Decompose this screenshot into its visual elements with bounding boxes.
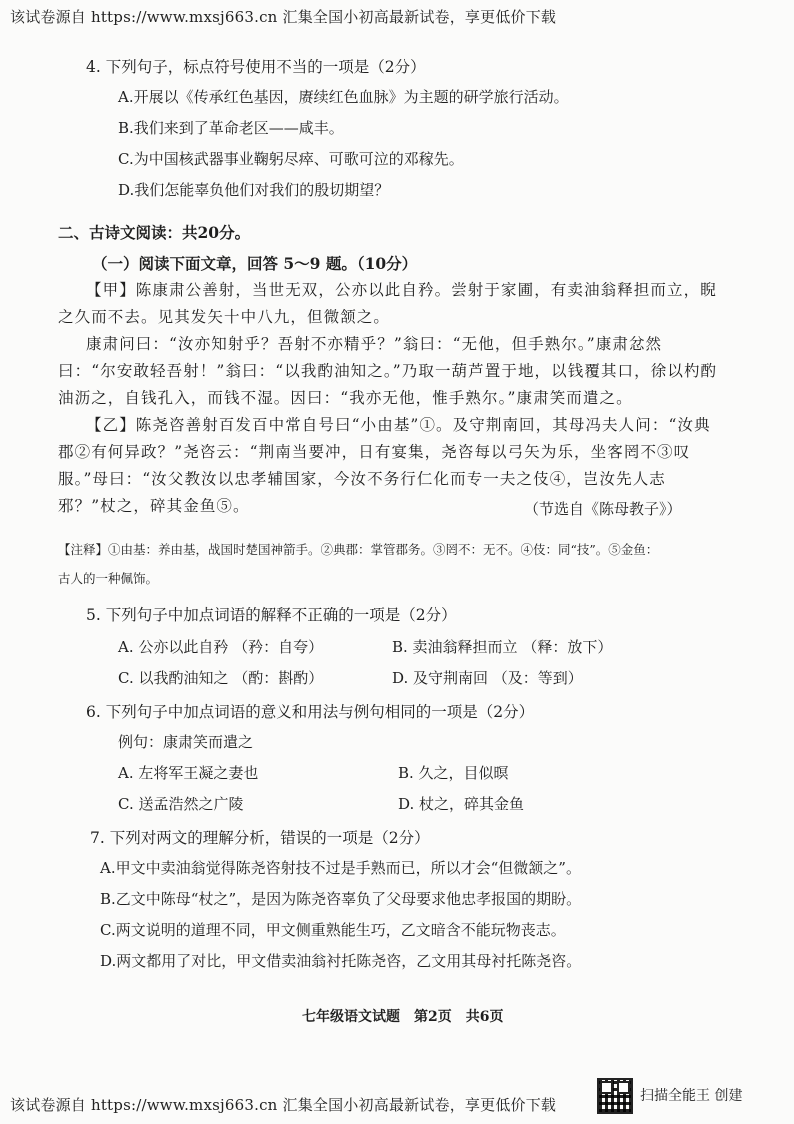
qr-code-icon xyxy=(597,1078,633,1114)
q7-stem: 7. 下列对两文的理解分析，错误的一项是（2分） xyxy=(90,829,430,847)
passage-yi-p1: 【乙】陈尧咨善射百发百中常自号曰“小由基”①。及守荆南回，其母冯夫人问：“汝典郡②有何异政？”尧咨云：“荆南当要冲，日有宴集，尧咨每以弓矢为乐，坐客罔不③叹服。”母曰：“汝父教汝以忠孝辅国家，今汝不务行仁化而专一夫之伎④，岂汝先人志邪？”杖之，碎其金鱼⑤。 xyxy=(58,416,711,515)
q5-stem: 5. 下列句子中加点词语的解释不正确的一项是（2分） xyxy=(86,606,457,624)
page-number: 七年级语文试题 第2页 共6页 xyxy=(302,1009,504,1025)
section-2-subtitle: （一）阅读下面文章，回答 5～9 题。（10分） xyxy=(92,254,418,273)
scanner-credit-label: 扫描全能王 创建 xyxy=(640,1088,743,1104)
q5-option-b: B. 卖油翁释担而立 （释：放下） xyxy=(392,638,613,656)
passage-source: （节选自《陈母教子》） xyxy=(524,500,682,518)
q6-option-c: C. 送孟浩然之广陵 xyxy=(118,795,244,813)
q7-option-b: B.乙文中陈母“杖之”，是因为陈尧咨辜负了父母要求他忠孝报国的期盼。 xyxy=(100,890,582,908)
q6-option-a: A. 左将军王凝之妻也 xyxy=(118,764,259,782)
q7-option-c: C.两文说明的道理不同，甲文侧重熟能生巧，乙文暗含不能玩物丧志。 xyxy=(100,921,566,939)
q5-option-d: D. 及守荆南回 （及：等到） xyxy=(392,669,583,687)
passage-jia-p1: 【甲】陈康肃公善射，当世无双，公亦以此自矜。尝射于家圃，有卖油翁释担而立，睨之久而不去。见其发矢十中八九，但微颔之。 xyxy=(58,281,717,326)
q4-option-b: B.我们来到了革命老区——咸丰。 xyxy=(118,119,344,137)
q7-option-a: A.甲文中卖油翁觉得陈尧咨射技不过是手熟而已，所以才会“但微颔之”。 xyxy=(100,859,581,877)
annotation-line-1: 【注释】①由基：养由基，战国时楚国神箭手。②典郡：掌管郡务。③罔不：无不。④伎：同“技”。⑤金鱼： xyxy=(58,542,659,557)
passage-jia-p2: 康肃问曰：“汝亦知射乎？吾射不亦精乎？”翁曰：“无他，但手熟尔。”康肃忿然曰：“尔安敢轻吾射！”翁曰：“以我酌油知之。”乃取一葫芦置于地，以钱覆其口，徐以杓酌油沥之，自钱孔入，而钱不湿。因曰：“我亦无他，惟手熟尔。”康肃笑而遣之。 xyxy=(58,335,718,407)
section-2-title: 二、古诗文阅读：共20分。 xyxy=(58,223,251,242)
q5-option-a: A. 公亦以此自矜 （矜：自夸） xyxy=(118,638,324,656)
watermark-top: 该试卷源自 https://www.mxsj663.cn 汇集全国小初高最新试卷，享更低价下载 xyxy=(10,8,557,26)
scanner-credit xyxy=(640,1085,742,1105)
q4-option-a: A.开展以《传承红色基因，赓续红色血脉》为主题的研学旅行活动。 xyxy=(118,88,569,106)
q4-stem: 4. 下列句子，标点符号使用不当的一项是（2分） xyxy=(86,58,426,76)
q7-option-d: D.两文都用了对比，甲文借卖油翁衬托陈尧咨，乙文用其母衬托陈尧咨。 xyxy=(100,952,582,970)
q4-option-d: D.我们怎能辜负他们对我们的殷切期望？ xyxy=(118,181,390,199)
q4-option-c: C.为中国核武器事业鞠躬尽瘁、可歌可泣的邓稼先。 xyxy=(118,150,464,168)
watermark-bottom: 该试卷源自 https://www.mxsj663.cn 汇集全国小初高最新试卷，享更低价下载 xyxy=(10,1096,557,1114)
q6-option-d: D. 杖之，碎其金鱼 xyxy=(398,795,525,813)
annotation-line-2: 古人的一种佩饰。 xyxy=(58,571,159,586)
q6-stem: 6. 下列句子中加点词语的意义和用法与例句相同的一项是（2分） xyxy=(86,703,535,721)
q6-example: 例句：康肃笑而遣之 xyxy=(118,733,254,751)
q5-option-c: C. 以我酌油知之 （酌：斟酌） xyxy=(118,669,324,687)
q6-option-b: B. 久之，目似暝 xyxy=(398,764,509,782)
